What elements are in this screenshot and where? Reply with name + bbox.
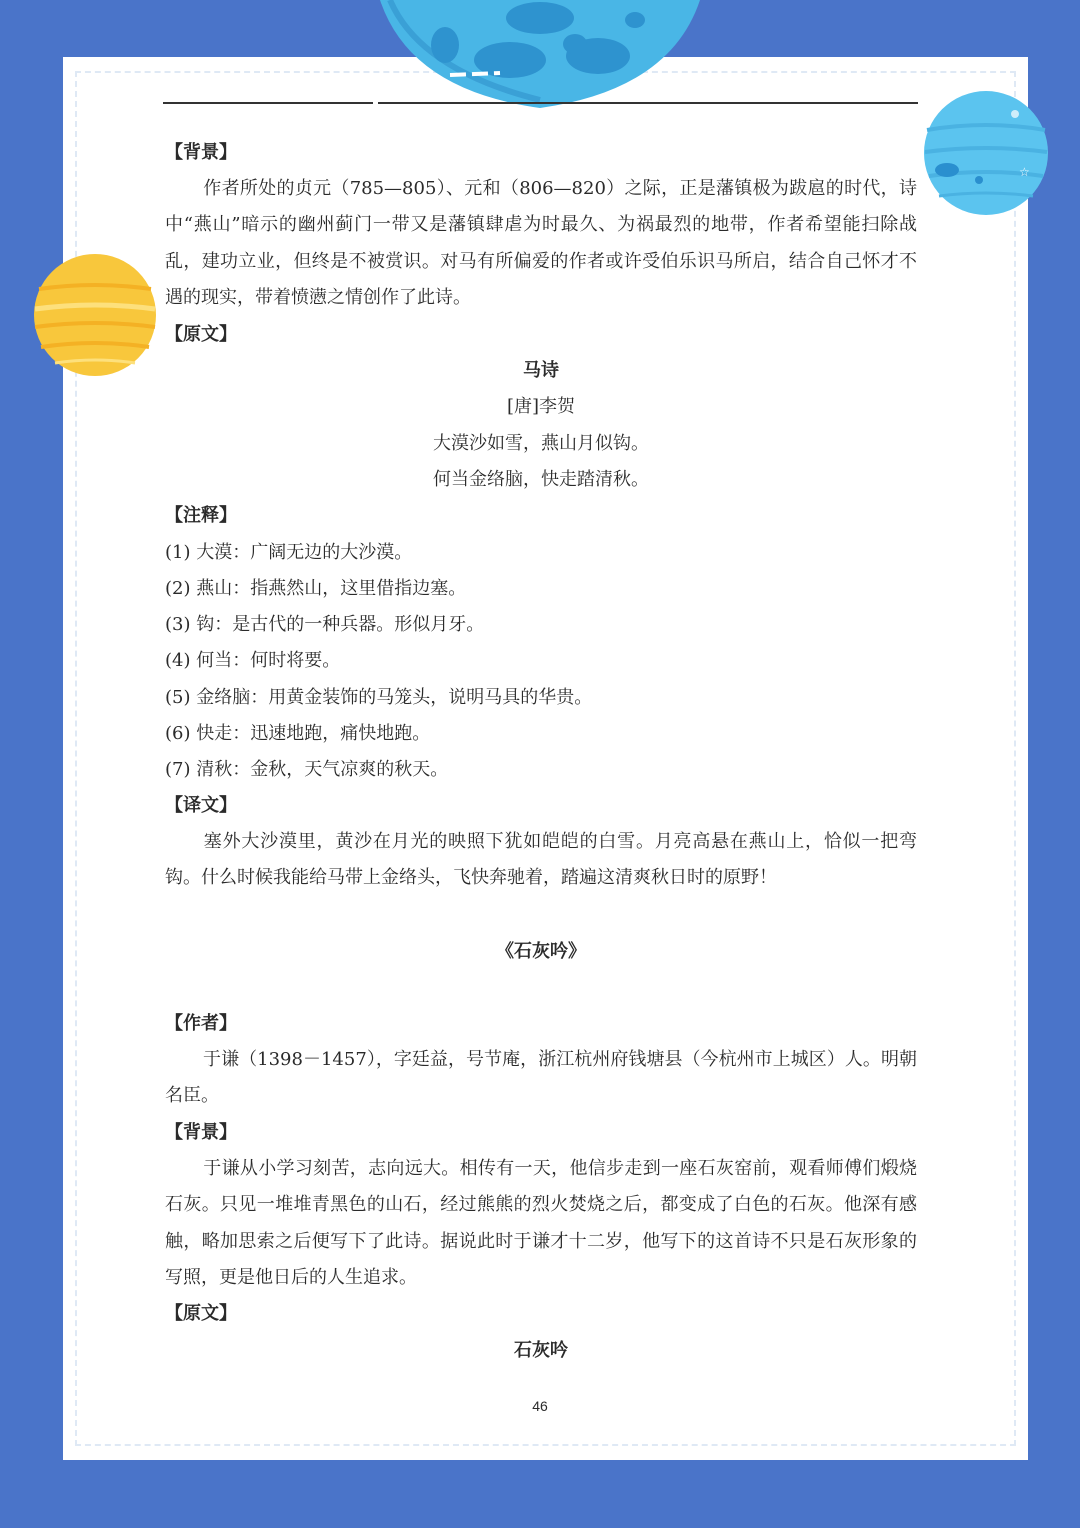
author-heading: 【作者】 [165, 1013, 237, 1034]
notes-heading: 【注释】 [165, 505, 237, 526]
poem-line: 何当金络脑，快走踏清秋。 [433, 469, 649, 490]
background-paragraph: 作者所处的贞元（785—805）、元和（806—820）之际，正是藩镇极为跋扈的时代，诗中“燕山”暗示的幽州蓟门一带又是藩镇肆虐为时最久、为祸最烈的地带，作者希望能扫除战乱，建功立业，但终是不被赏识。对马有所偏爱的作者或许受伯乐识马所启，结合自己怀才不遇的现实，带着愤懑之情创作了此诗。 [165, 178, 917, 309]
background-heading-2: 【背景】 [165, 1122, 237, 1143]
section-title: 《石灰吟》 [496, 941, 586, 962]
blue-planet-top-decoration [370, 0, 710, 112]
original-text-heading: 【原文】 [165, 324, 237, 345]
blue-planet-right-decoration [923, 90, 1049, 216]
translation-paragraph: 塞外大沙漠里，黄沙在月光的映照下犹如皑皑的白雪。月亮高悬在燕山上，恰似一把弯钩。什么时候我能给马带上金络头，飞快奔驰着，踏遍这清爽秋日时的原野！ [165, 831, 917, 889]
note-item: (6) 快走：迅速地跑，痛快地跑。 [165, 723, 431, 744]
note-item: (1) 大漠：广阔无边的大沙漠。 [165, 542, 413, 563]
original-text-heading-2: 【原文】 [165, 1303, 237, 1324]
header-rule-left [163, 102, 373, 104]
poem-author: [唐]李贺 [506, 396, 576, 417]
note-item: (2) 燕山：指燕然山，这里借指边塞。 [165, 578, 467, 599]
note-item: (3) 钩：是古代的一种兵器。形似月牙。 [165, 614, 485, 635]
yellow-planet-decoration [33, 253, 157, 377]
page-number: 46 [532, 1398, 548, 1414]
note-item: (5) 金络脑：用黄金装饰的马笼头，说明马具的华贵。 [165, 687, 593, 708]
poem-title-2: 石灰吟 [514, 1340, 568, 1361]
author-paragraph: 于谦（1398－1457），字廷益，号节庵，浙江杭州府钱塘县（今杭州市上城区）人。明朝名臣。 [165, 1049, 917, 1107]
svg-text:☆: ☆ [1019, 165, 1030, 179]
poem-title: 马诗 [523, 360, 559, 381]
background-heading: 【背景】 [165, 142, 237, 163]
header-rule-right [378, 102, 918, 104]
note-item: (4) 何当：何时将要。 [165, 650, 341, 671]
background-paragraph-2: 于谦从小学习刻苦，志向远大。相传有一天，他信步走到一座石灰窑前，观看师傅们煅烧石灰。只见一堆堆青黑色的山石，经过熊熊的烈火焚烧之后，都变成了白色的石灰。他深有感触，略加思索之后便写下了此诗。据说此时于谦才十二岁，他写下的这首诗不只是石灰形象的写照，更是他日后的人生追求。 [165, 1158, 917, 1289]
note-item: (7) 清秋：金秋，天气凉爽的秋天。 [165, 759, 449, 780]
translation-heading: 【译文】 [165, 795, 237, 816]
poem-line: 大漠沙如雪，燕山月似钩。 [433, 433, 649, 454]
